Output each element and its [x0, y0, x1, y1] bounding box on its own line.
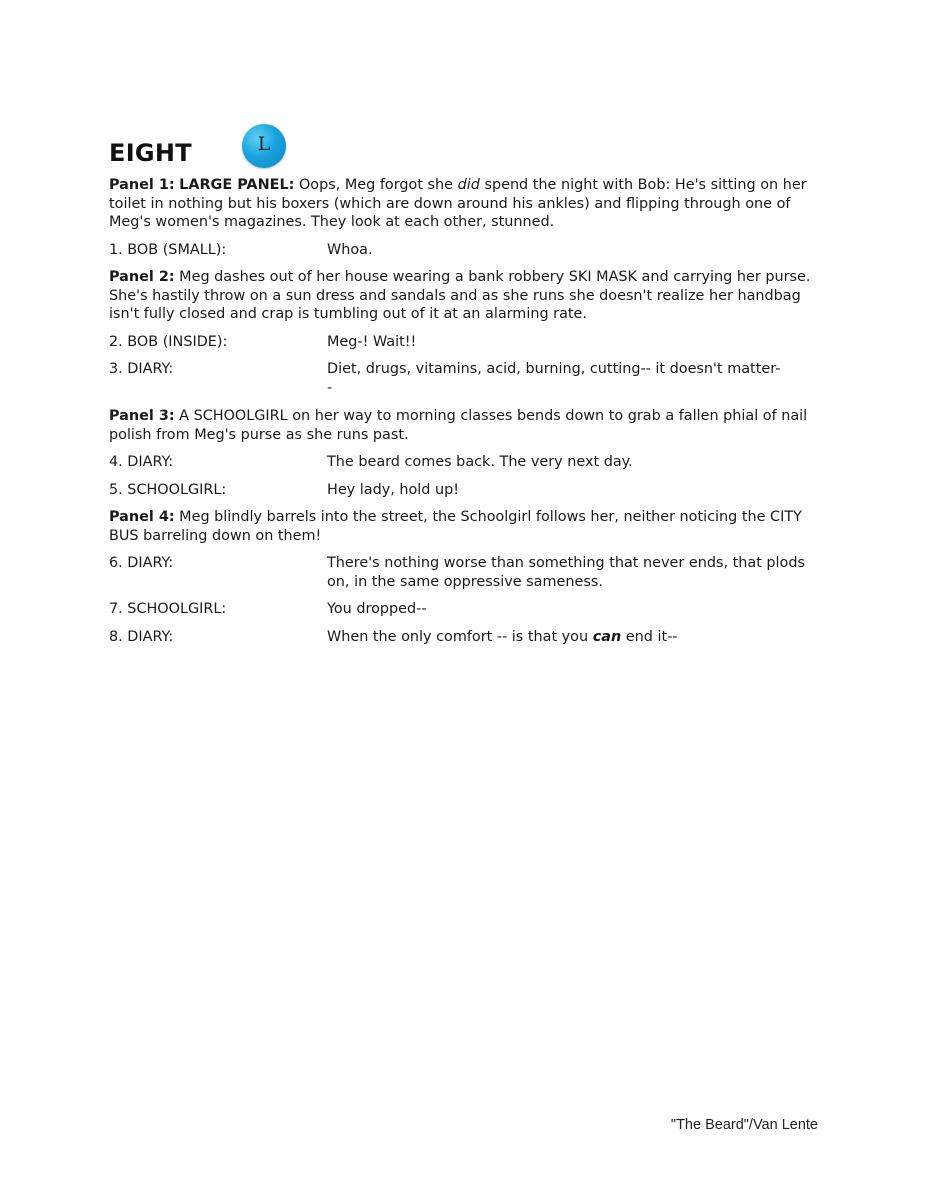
panel-4-description	[109, 508, 821, 545]
page-footer: "The Beard"/Van Lente	[670, 1117, 818, 1133]
caption-speaker: 8. DIARY:	[109, 628, 174, 645]
panel-1-description	[109, 176, 821, 232]
caption-line	[327, 628, 821, 647]
panel-label: Panel 4:	[109, 509, 175, 525]
caption-row	[109, 628, 821, 647]
badge-letter: L	[257, 133, 271, 155]
caption-line	[327, 360, 821, 397]
panel-text: Meg dashes out of her house wearing a bank robbery SKI MASK and carrying her purse. She's hastily throw on a sun dress and sandals and as she runs she doesn't realize her handbag isn't fully closed and crap is tumbling out of it at an alarming rate.	[109, 269, 811, 322]
caption-row	[109, 241, 821, 260]
caption-row	[109, 333, 821, 352]
caption-line-text: end it--	[625, 628, 678, 645]
caption-speaker: 2. BOB (INSIDE):	[109, 333, 228, 350]
caption-line: There's nothing worse than something that never ends, that plods on, in the same oppressive sameness.	[327, 555, 805, 590]
caption-speaker: 3. DIARY:	[109, 361, 174, 377]
page-heading: EIGHT	[109, 139, 192, 167]
caption-line: You dropped--	[327, 601, 427, 617]
panel-label: Panel 1:	[109, 177, 175, 193]
panel-text: Oops, Meg forgot she	[298, 177, 454, 193]
caption-line: Meg-! Wait!!	[327, 333, 417, 350]
letterer-badge-icon	[242, 124, 286, 168]
panel-label: Panel 2:	[109, 269, 175, 285]
panel-text: spend the night with Bob: He's sitting on her toilet in nothing but his boxers (which are down around his ankles) and flipping through one of Meg's women's magazines. They look at each other, stunned.	[109, 177, 807, 230]
caption-line-emphasis: can	[592, 628, 622, 645]
caption-row	[109, 360, 821, 397]
panel-text: A SCHOOLGIRL on her way to morning classes bends down to grab a fallen phial of nail polish from Meg's purse as she runs past.	[109, 408, 808, 443]
caption-line: Whoa.	[327, 241, 373, 258]
caption-line-text: When the only comfort -- is that you	[327, 628, 589, 645]
caption-line: Hey lady, hold up!	[327, 481, 460, 498]
panel-label: Panel 3:	[109, 408, 175, 424]
caption-line-text: Diet, drugs, vitamins, acid, burning, cutting-- it doesn't matter-	[327, 361, 781, 377]
caption-row	[109, 554, 821, 591]
caption-speaker: 6. DIARY:	[109, 555, 174, 571]
caption-speaker: 5. SCHOOLGIRL:	[109, 481, 227, 498]
caption-row	[109, 453, 821, 472]
caption-row	[109, 481, 821, 500]
caption-line: The beard comes back. The very next day.	[327, 454, 633, 470]
caption-row	[109, 600, 821, 619]
caption-speaker: 7. SCHOOLGIRL:	[109, 601, 227, 617]
panel-2-description	[109, 268, 821, 324]
caption-line-wrap: -	[327, 379, 333, 396]
panel-text: Meg blindly barrels into the street, the Schoolgirl follows her, neither noticing the CITY BUS barreling down on them!	[109, 509, 802, 544]
panel-3-description	[109, 407, 821, 444]
caption-speaker: 1. BOB (SMALL):	[109, 241, 227, 258]
script-content	[109, 176, 821, 655]
panel-text-italic: did	[457, 177, 480, 193]
caption-speaker: 4. DIARY:	[109, 454, 174, 470]
panel-sublabel: LARGE PANEL:	[179, 177, 295, 193]
